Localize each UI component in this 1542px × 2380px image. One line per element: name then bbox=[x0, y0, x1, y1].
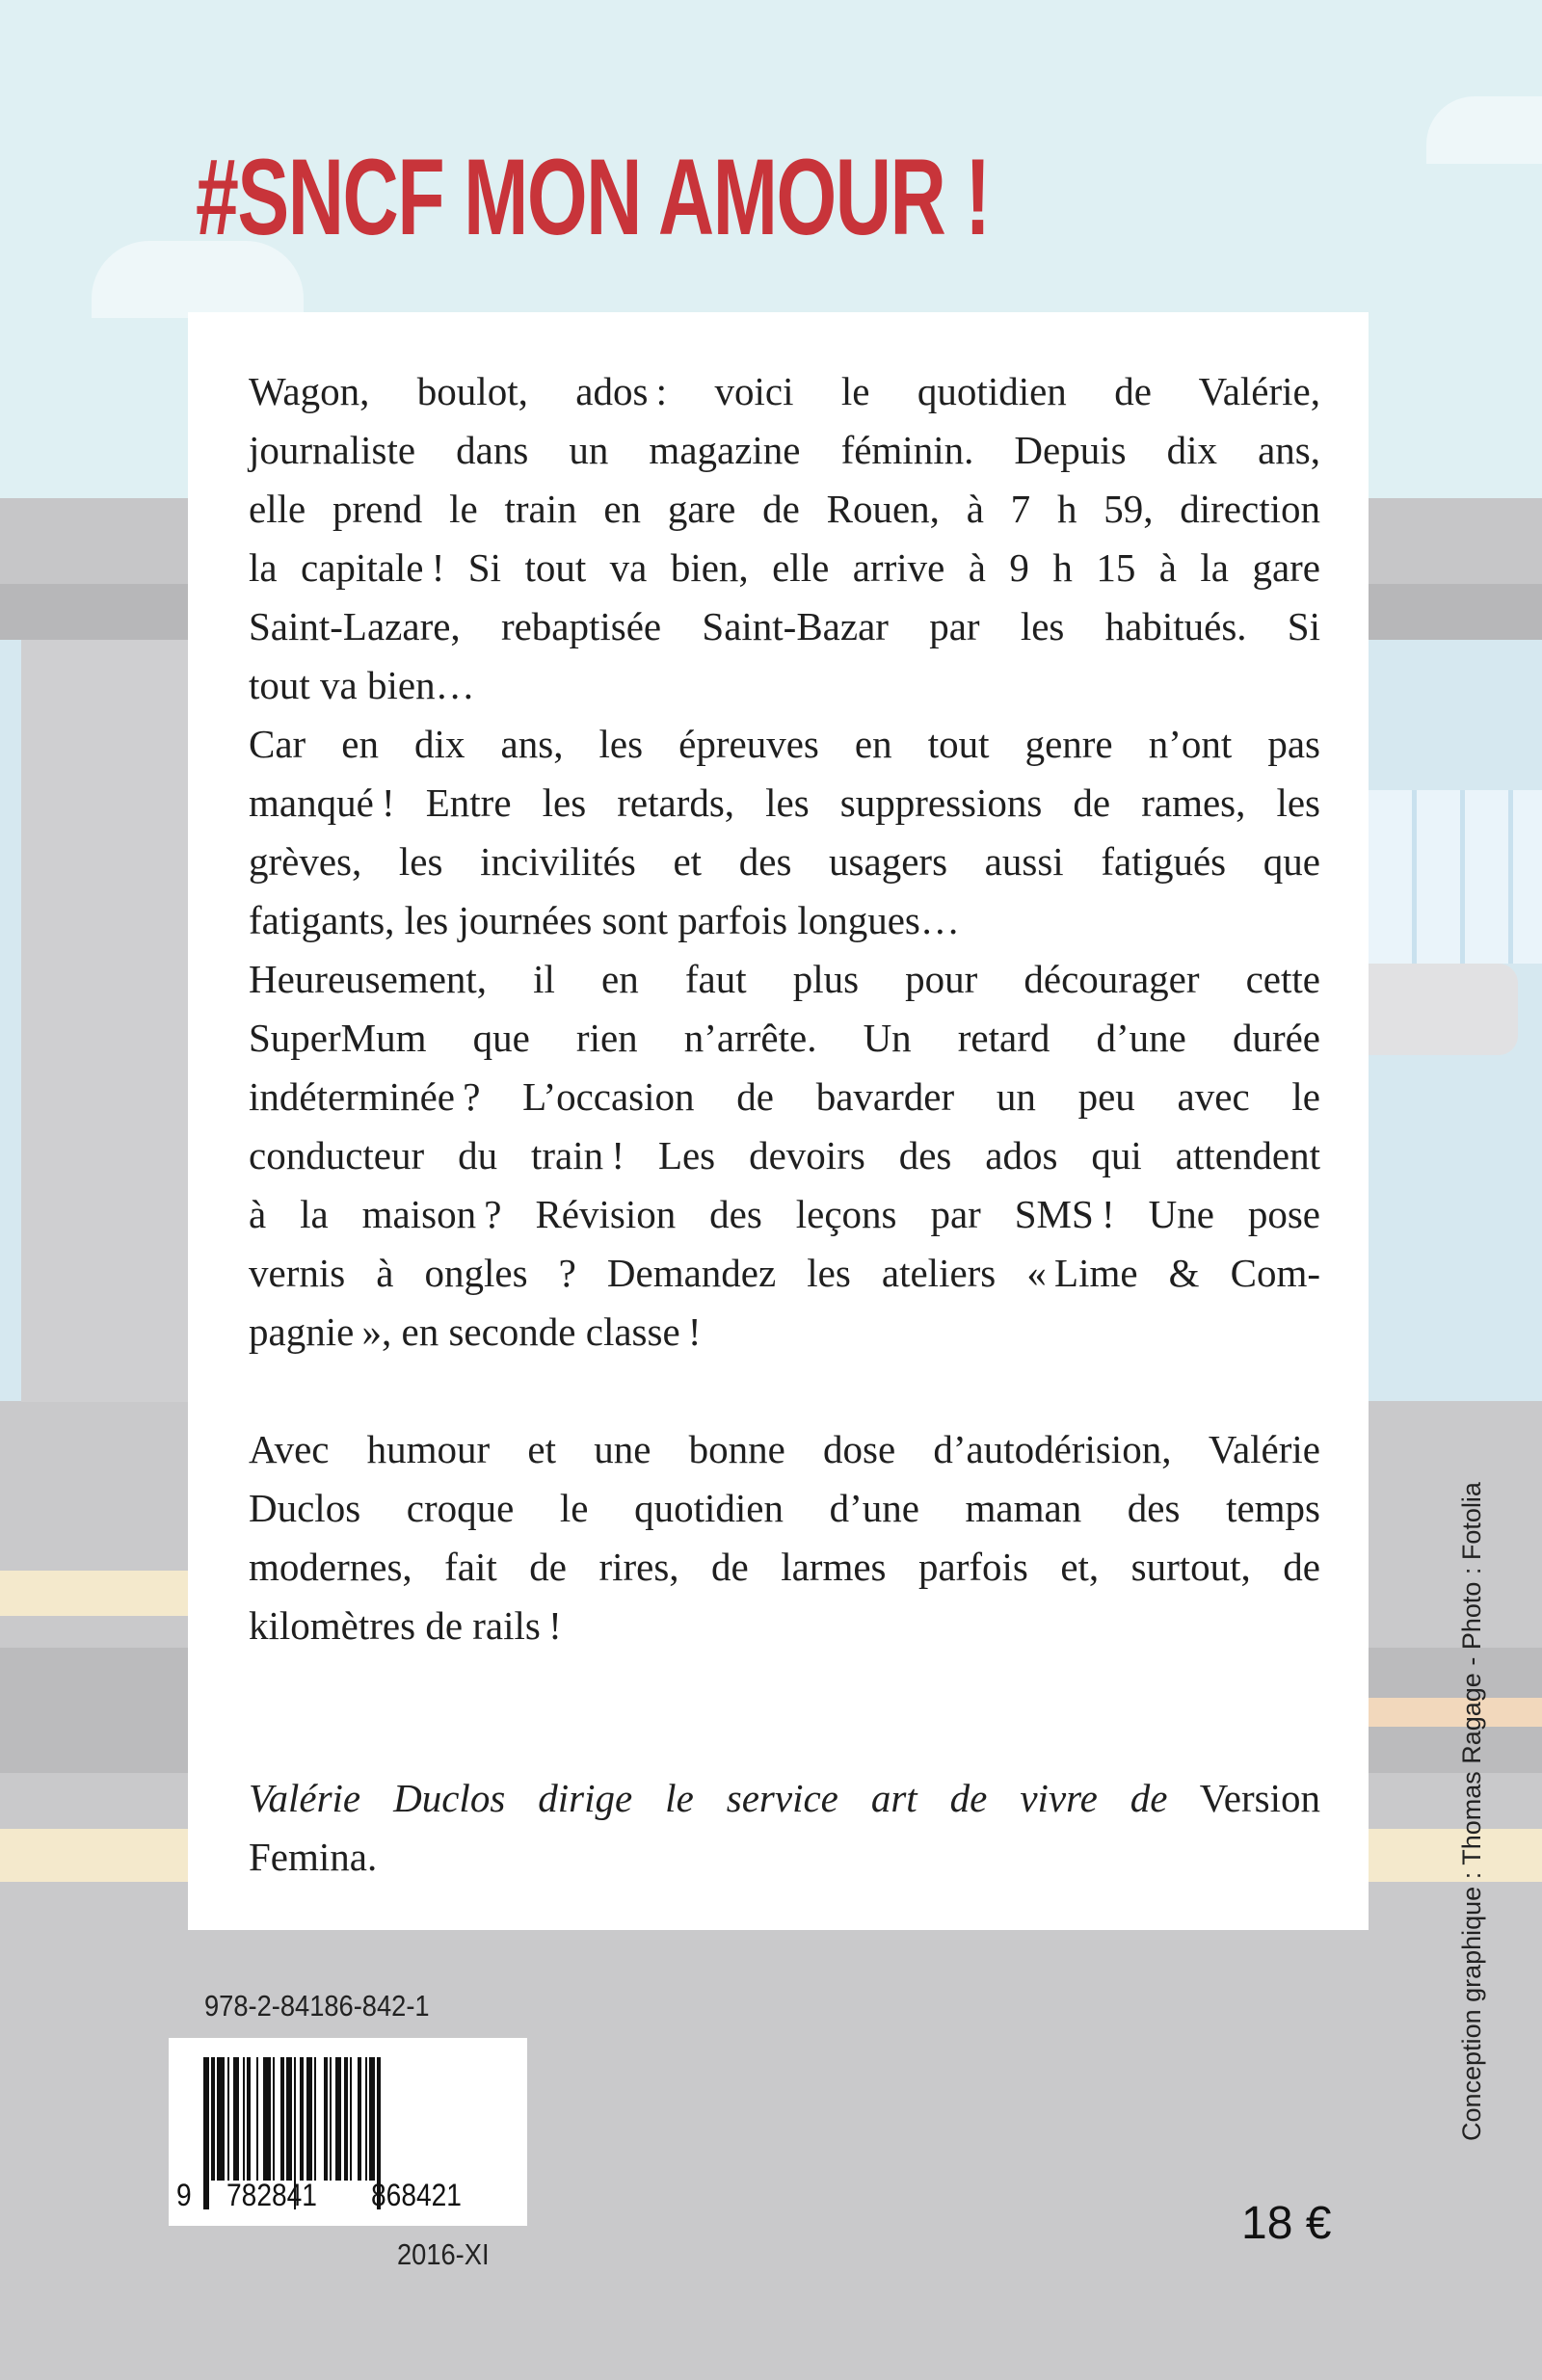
barcode-digit-first: 9 bbox=[176, 2178, 192, 2212]
windows bbox=[1369, 790, 1542, 964]
blurb-text bbox=[249, 362, 1320, 1655]
blurb-line: fatigants, les journées sont parfois longues… bbox=[249, 898, 960, 942]
blurb-line: Heureusement, il en faut plus pour décourager cette bbox=[249, 957, 1320, 1001]
magazine-name: Version bbox=[1199, 1776, 1320, 1820]
barcode-bar bbox=[263, 2057, 271, 2181]
price: 18 € bbox=[1241, 2198, 1332, 2249]
barcode-bar bbox=[233, 2057, 239, 2181]
barcode-bar bbox=[273, 2057, 275, 2181]
barcode-bar bbox=[335, 2057, 341, 2181]
blurb-line: SuperMum que rien n’arrête. Un retard d’une durée bbox=[249, 1016, 1320, 1060]
blurb-line: elle prend le train en gare de Rouen, à 7 h 59, direction bbox=[249, 487, 1320, 531]
barcode-bar bbox=[280, 2057, 284, 2181]
pillar bbox=[21, 640, 195, 1411]
blurb-line: vernis à ongles ? Demandez les ateliers « Lime & Com- bbox=[249, 1251, 1320, 1295]
barcode-bar bbox=[203, 2057, 209, 2209]
barcode-bar bbox=[227, 2057, 229, 2181]
blurb-line: kilomètres de rails ! bbox=[249, 1603, 562, 1648]
blurb-line: la capitale ! Si tout va bien, elle arrive à 9 h 15 à la gare bbox=[249, 545, 1320, 590]
barcode-bar bbox=[306, 2057, 312, 2181]
barcode-bar bbox=[286, 2057, 292, 2181]
barcode-bar bbox=[344, 2057, 348, 2181]
blurb-line: grèves, les incivilités et des usagers aussi fatigués que bbox=[249, 839, 1320, 884]
barcode-bar bbox=[350, 2057, 352, 2181]
stripe bbox=[0, 1571, 193, 1616]
blurb-line: indéterminée ? L’occasion de bavarder un peu avec le bbox=[249, 1074, 1320, 1119]
blurb-line: Wagon, boulot, ados : voici le quotidien de Valérie, bbox=[249, 369, 1320, 413]
blurb-line: manqué ! Entre les retards, les suppressions de rames, les bbox=[249, 780, 1320, 825]
stripe-peach bbox=[1369, 1698, 1542, 1727]
barcode-bar bbox=[314, 2057, 316, 2181]
photo-credit: Conception graphique : Thomas Ragage - Photo : Fotolia bbox=[1457, 1482, 1486, 2141]
blurb-line: journaliste dans un magazine féminin. Depuis dix ans, bbox=[249, 428, 1320, 472]
author-note bbox=[249, 1769, 1320, 1887]
blurb-line: conducteur du train ! Les devoirs des ados qui attendent bbox=[249, 1133, 1320, 1177]
train bbox=[1369, 964, 1518, 1055]
barcode-bar bbox=[300, 2057, 304, 2181]
barcode-bar bbox=[330, 2057, 332, 2181]
book-title: #SNCF MON AMOUR ! bbox=[196, 137, 990, 257]
barcode bbox=[169, 2038, 527, 2226]
isbn: 978-2-84186-842-1 bbox=[204, 1989, 430, 2023]
barcode-digits-right: 868421 bbox=[371, 2178, 462, 2212]
barcode-bar bbox=[365, 2057, 367, 2181]
author-note-italic: Valérie Duclos dirige le service art de vivre de bbox=[249, 1776, 1168, 1820]
barcode-bar bbox=[243, 2057, 245, 2181]
blurb-line: à la maison ? Révision des leçons par SMS ! Une pose bbox=[249, 1192, 1320, 1236]
barcode-bar bbox=[369, 2057, 375, 2181]
barcode-bar bbox=[256, 2057, 258, 2181]
blurb-line: tout va bien… bbox=[249, 663, 475, 707]
barcode-bar bbox=[358, 2057, 361, 2181]
blurb-line: Duclos croque le quotidien d’une maman des temps bbox=[249, 1486, 1320, 1530]
barcode-bar bbox=[247, 2057, 251, 2181]
blurb-line: Avec humour et une bonne dose d’autodérision, Valérie bbox=[249, 1427, 1320, 1471]
barcode-digits-left: 782841 bbox=[226, 2178, 317, 2212]
cloud bbox=[1426, 96, 1542, 164]
edition-code: 2016-XI bbox=[397, 2237, 490, 2271]
blurb-line: pagnie », en seconde classe ! bbox=[249, 1309, 702, 1354]
author-note-line2: Femina. bbox=[249, 1835, 378, 1879]
blurb-line: Car en dix ans, les épreuves en tout genre n’ont pas bbox=[249, 722, 1320, 766]
barcode-bar bbox=[211, 2057, 215, 2181]
blurb-line: Saint-Lazare, rebaptisée Saint-Bazar par les habitués. Si bbox=[249, 604, 1320, 648]
blurb-line: modernes, fait de rires, de larmes parfois et, surtout, de bbox=[249, 1545, 1320, 1589]
paragraph-gap bbox=[249, 1362, 1320, 1420]
barcode-bar bbox=[324, 2057, 328, 2181]
barcode-bar bbox=[217, 2057, 225, 2181]
